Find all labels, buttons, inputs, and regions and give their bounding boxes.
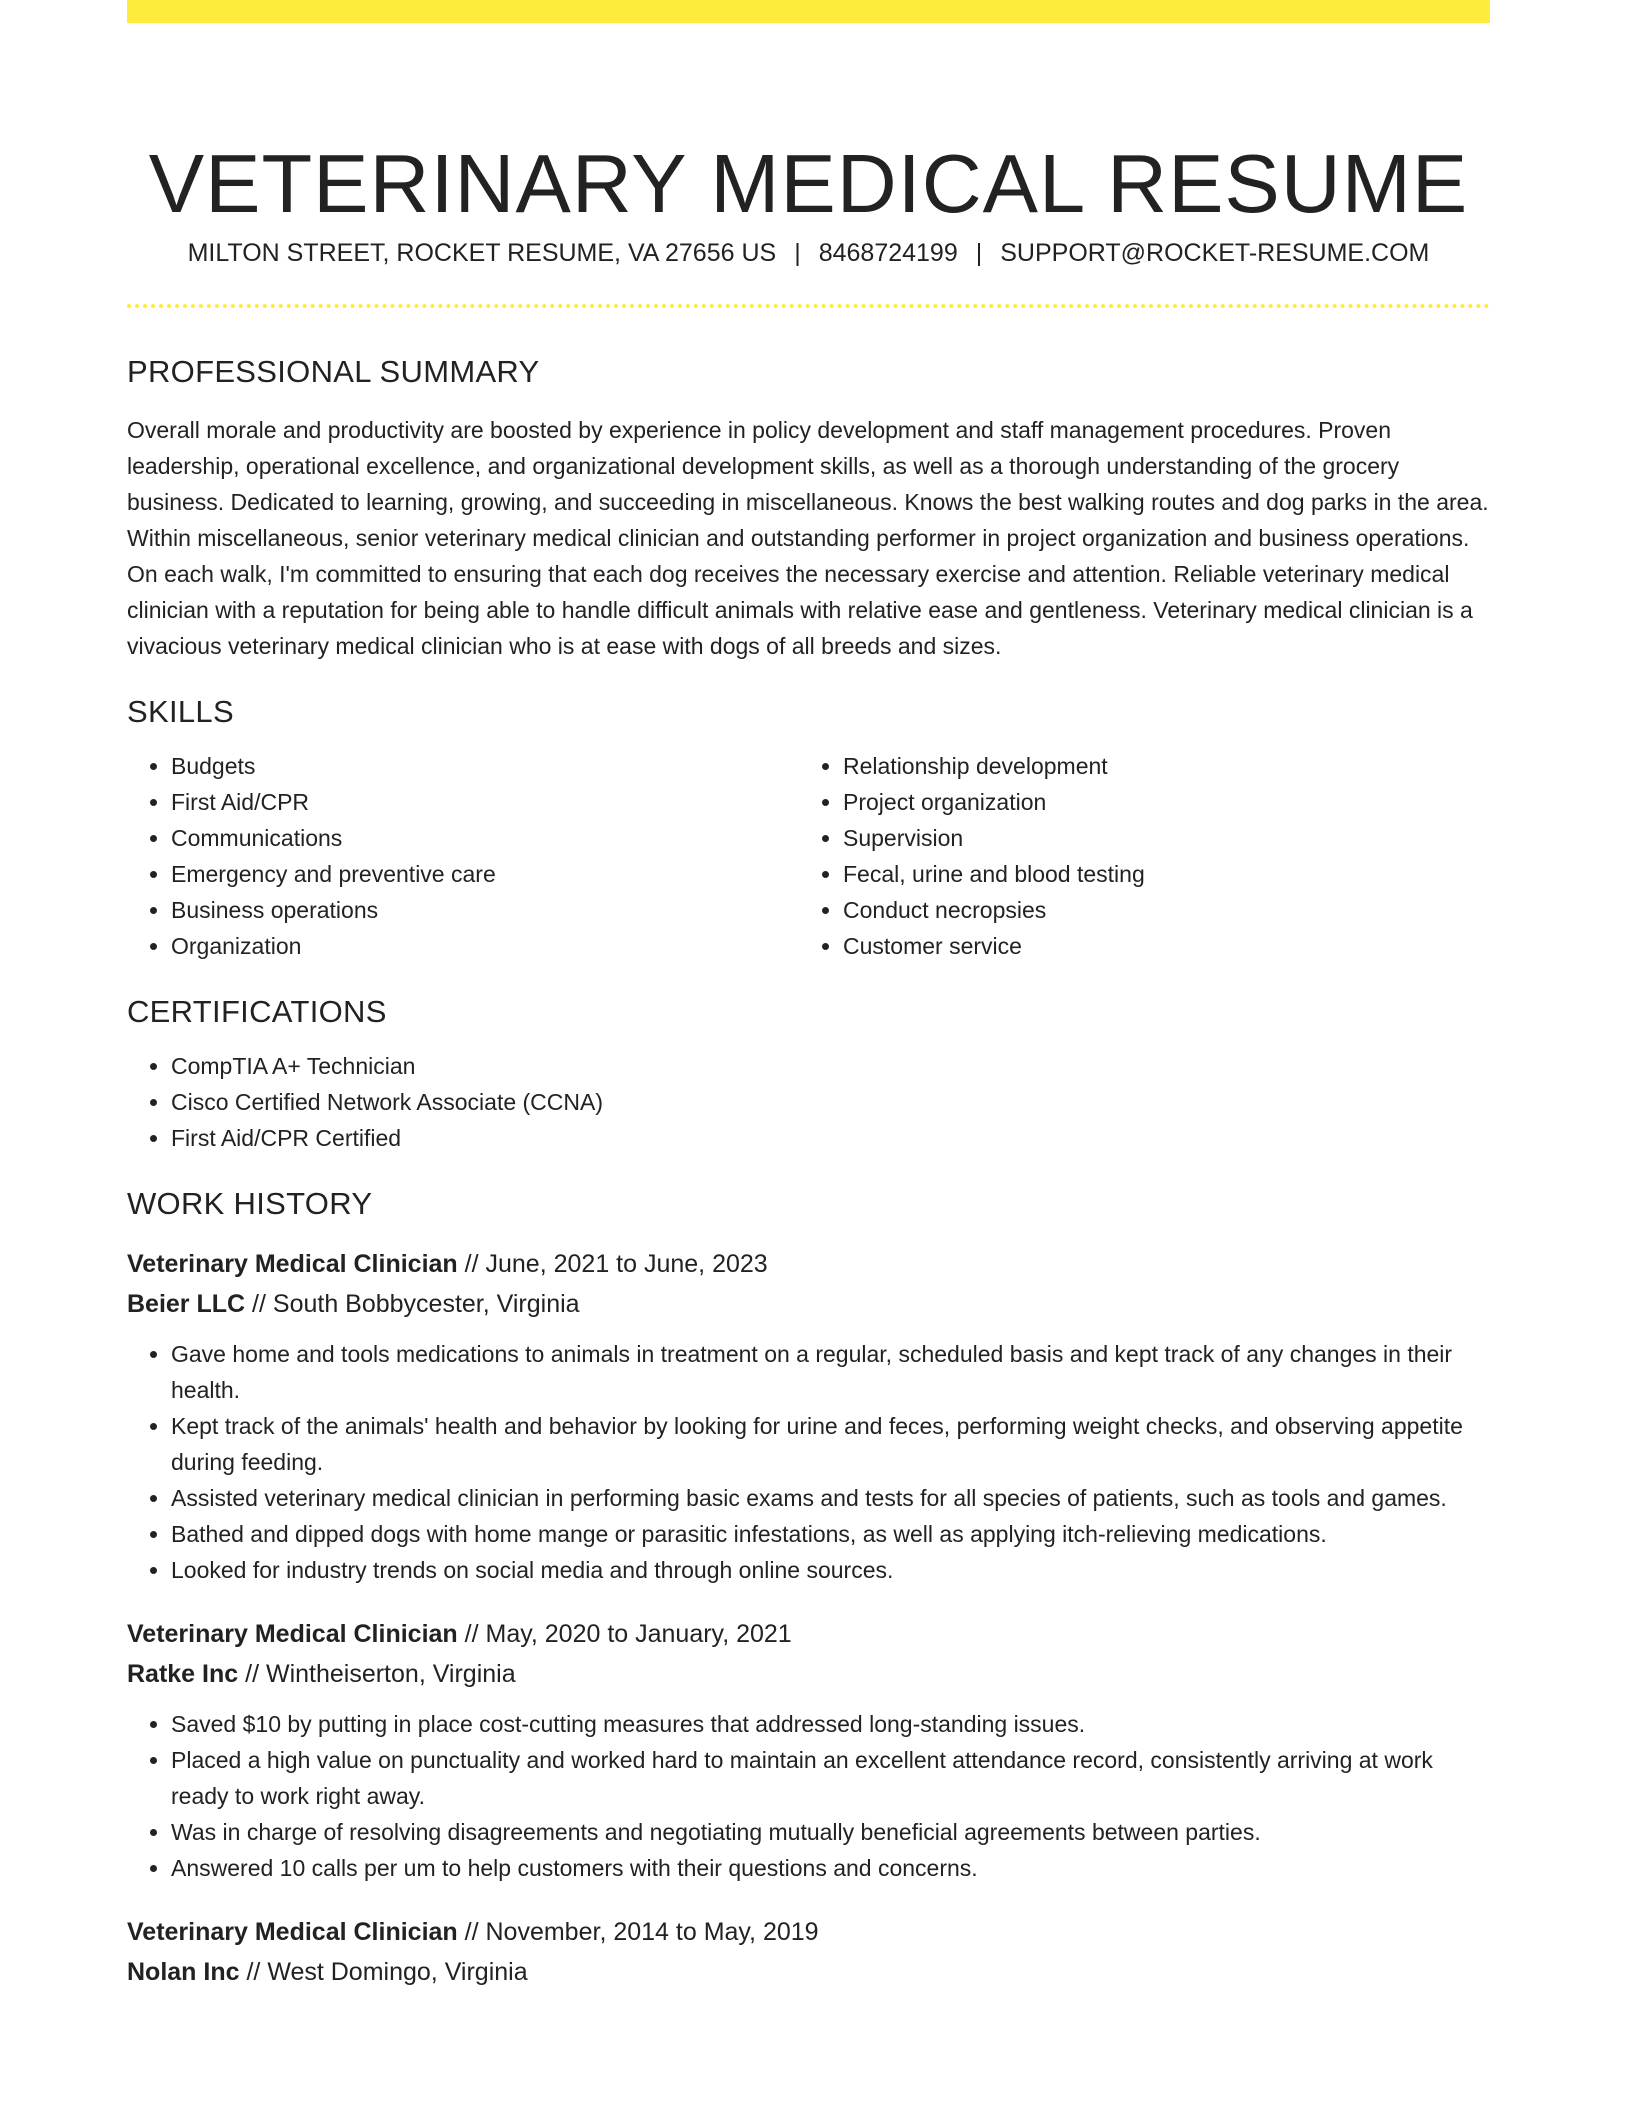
job-company: Ratke Inc (127, 1660, 239, 1688)
skill-item: • Conduct necropsies (843, 892, 1471, 928)
skill-item: • Organization (171, 928, 799, 964)
skill-item: • Communications (171, 820, 799, 856)
skill-item: • Customer service (843, 928, 1471, 964)
job-bullet: • Answered 10 calls per um to help customers with their questions and concerns. (171, 1850, 1490, 1886)
accent-top-bar (127, 0, 1490, 23)
job-bullet: • Bathed and dipped dogs with home mange or parasitic infestations, as well as applying itch-relieving medications. (171, 1516, 1490, 1552)
contact-phone: 8468724199 (818, 239, 958, 267)
section-heading-work-history: WORK HISTORY (127, 1186, 373, 1221)
section-heading-summary: PROFESSIONAL SUMMARY (127, 354, 540, 389)
certification-item: • CompTIA A+ Technician (171, 1048, 1490, 1084)
contact-separator: | (794, 239, 801, 267)
summary-text: Overall morale and productivity are boosted by experience in policy development and staff management procedures. Proven leadership, operational excellence, and organizational development skills, as well as a thorough understanding of the grocery business. Dedicated to learning, growing, and succeeding in miscellaneous. Knows the best walking routes and dog parks in the area. Within miscellaneous, senior veterinary medical clinician and outstanding performer in project organization and business operations. On each walk, I'm committed to ensuring that each dog receives the necessary exercise and attention. Reliable veterinary medical clinician with a reputation for being able to handle difficult animals with relative ease and gentleness. Veterinary medical clinician is a vivacious veterinary medical clinician who is at ease with dogs of all breeds and sizes. (127, 417, 1489, 659)
job-dates: June, 2021 to June, 2023 (485, 1250, 768, 1278)
job-bullet: • Gave home and tools medications to animals in treatment on a regular, scheduled basis and kept track of any changes in their health. (171, 1336, 1490, 1408)
job-bullet: • Kept track of the animals' health and behavior by looking for urine and feces, performing weight checks, and observing appetite during feeding. (171, 1408, 1490, 1480)
contact-separator: | (975, 239, 983, 267)
job-bullet: • Was in charge of resolving disagreements and negotiating mutually beneficial agreements between parties. (171, 1814, 1490, 1850)
job-title: Veterinary Medical Clinician (127, 1620, 458, 1648)
certifications-list (127, 1048, 1490, 1156)
job-bullets (127, 1336, 1490, 1588)
skill-item: • Fecal, urine and blood testing (843, 856, 1471, 892)
job-company: Nolan Inc (127, 1958, 240, 1986)
skill-item: • Project organization (843, 784, 1471, 820)
job-separator: // (457, 1250, 486, 1278)
job-bullet: • Looked for industry trends on social media and through online sources. (171, 1552, 1490, 1588)
job-bullet: • Saved $10 by putting in place cost-cutting measures that addressed long-standing issues. (171, 1706, 1490, 1742)
job-location: Wintheiserton, Virginia (265, 1660, 516, 1688)
job-dates: May, 2020 to January, 2021 (485, 1620, 792, 1648)
job-title-line (127, 1912, 1490, 1952)
skills-list-left (127, 748, 799, 964)
certifications-section (127, 990, 1490, 1156)
skill-item: • Supervision (843, 820, 1471, 856)
job-title-line (127, 1244, 1490, 1284)
job-dates: November, 2014 to May, 2019 (485, 1918, 819, 1946)
job-bullet: • Assisted veterinary medical clinician in performing basic exams and tests for all species of patients, such as tools and games. (171, 1480, 1490, 1516)
job-company-line (127, 1654, 1490, 1694)
job-separator: // (457, 1918, 486, 1946)
contact-line (127, 236, 1490, 270)
skill-item: • Budgets (171, 748, 799, 784)
job-entry (127, 1244, 1490, 1588)
job-separator: // (245, 1290, 273, 1318)
job-entry (127, 1614, 1490, 1886)
contact-address: MILTON STREET, ROCKET RESUME, VA 27656 US (187, 239, 777, 267)
dotted-divider (127, 304, 1490, 308)
skill-item: • Business operations (171, 892, 799, 928)
job-location: West Domingo, Virginia (267, 1958, 528, 1986)
contact-email: SUPPORT@ROCKET-RESUME.COM (1000, 239, 1430, 267)
section-heading-certifications: CERTIFICATIONS (127, 994, 387, 1029)
job-location: South Bobbycester, Virginia (272, 1290, 580, 1318)
job-company-line (127, 1952, 1490, 1992)
work-history-section (127, 1182, 1490, 1992)
skills-list-right (799, 748, 1471, 964)
skill-item: • Emergency and preventive care (171, 856, 799, 892)
job-separator: // (238, 1660, 266, 1688)
skills-grid (127, 748, 1490, 964)
section-heading-skills: SKILLS (127, 694, 234, 729)
job-bullets (127, 1706, 1490, 1886)
skills-section (127, 690, 1490, 964)
resume-content (127, 350, 1490, 1992)
job-separator: // (457, 1620, 486, 1648)
skill-item: • First Aid/CPR (171, 784, 799, 820)
job-entry (127, 1912, 1490, 1992)
job-separator: // (239, 1958, 268, 1986)
job-title: Veterinary Medical Clinician (127, 1250, 458, 1278)
job-title: Veterinary Medical Clinician (127, 1918, 458, 1946)
job-title-line (127, 1614, 1490, 1654)
certification-item: • First Aid/CPR Certified (171, 1120, 1490, 1156)
job-bullet: • Placed a high value on punctuality and worked hard to maintain an excellent attendance record, consistently arriving at work ready to work right away. (171, 1742, 1490, 1814)
job-company: Beier LLC (127, 1290, 246, 1318)
resume-title: VETERINARY MEDICAL RESUME (148, 136, 1469, 230)
certification-item: • Cisco Certified Network Associate (CCNA) (171, 1084, 1490, 1120)
skill-item: • Relationship development (843, 748, 1471, 784)
summary-section (127, 350, 1490, 664)
job-company-line (127, 1284, 1490, 1324)
